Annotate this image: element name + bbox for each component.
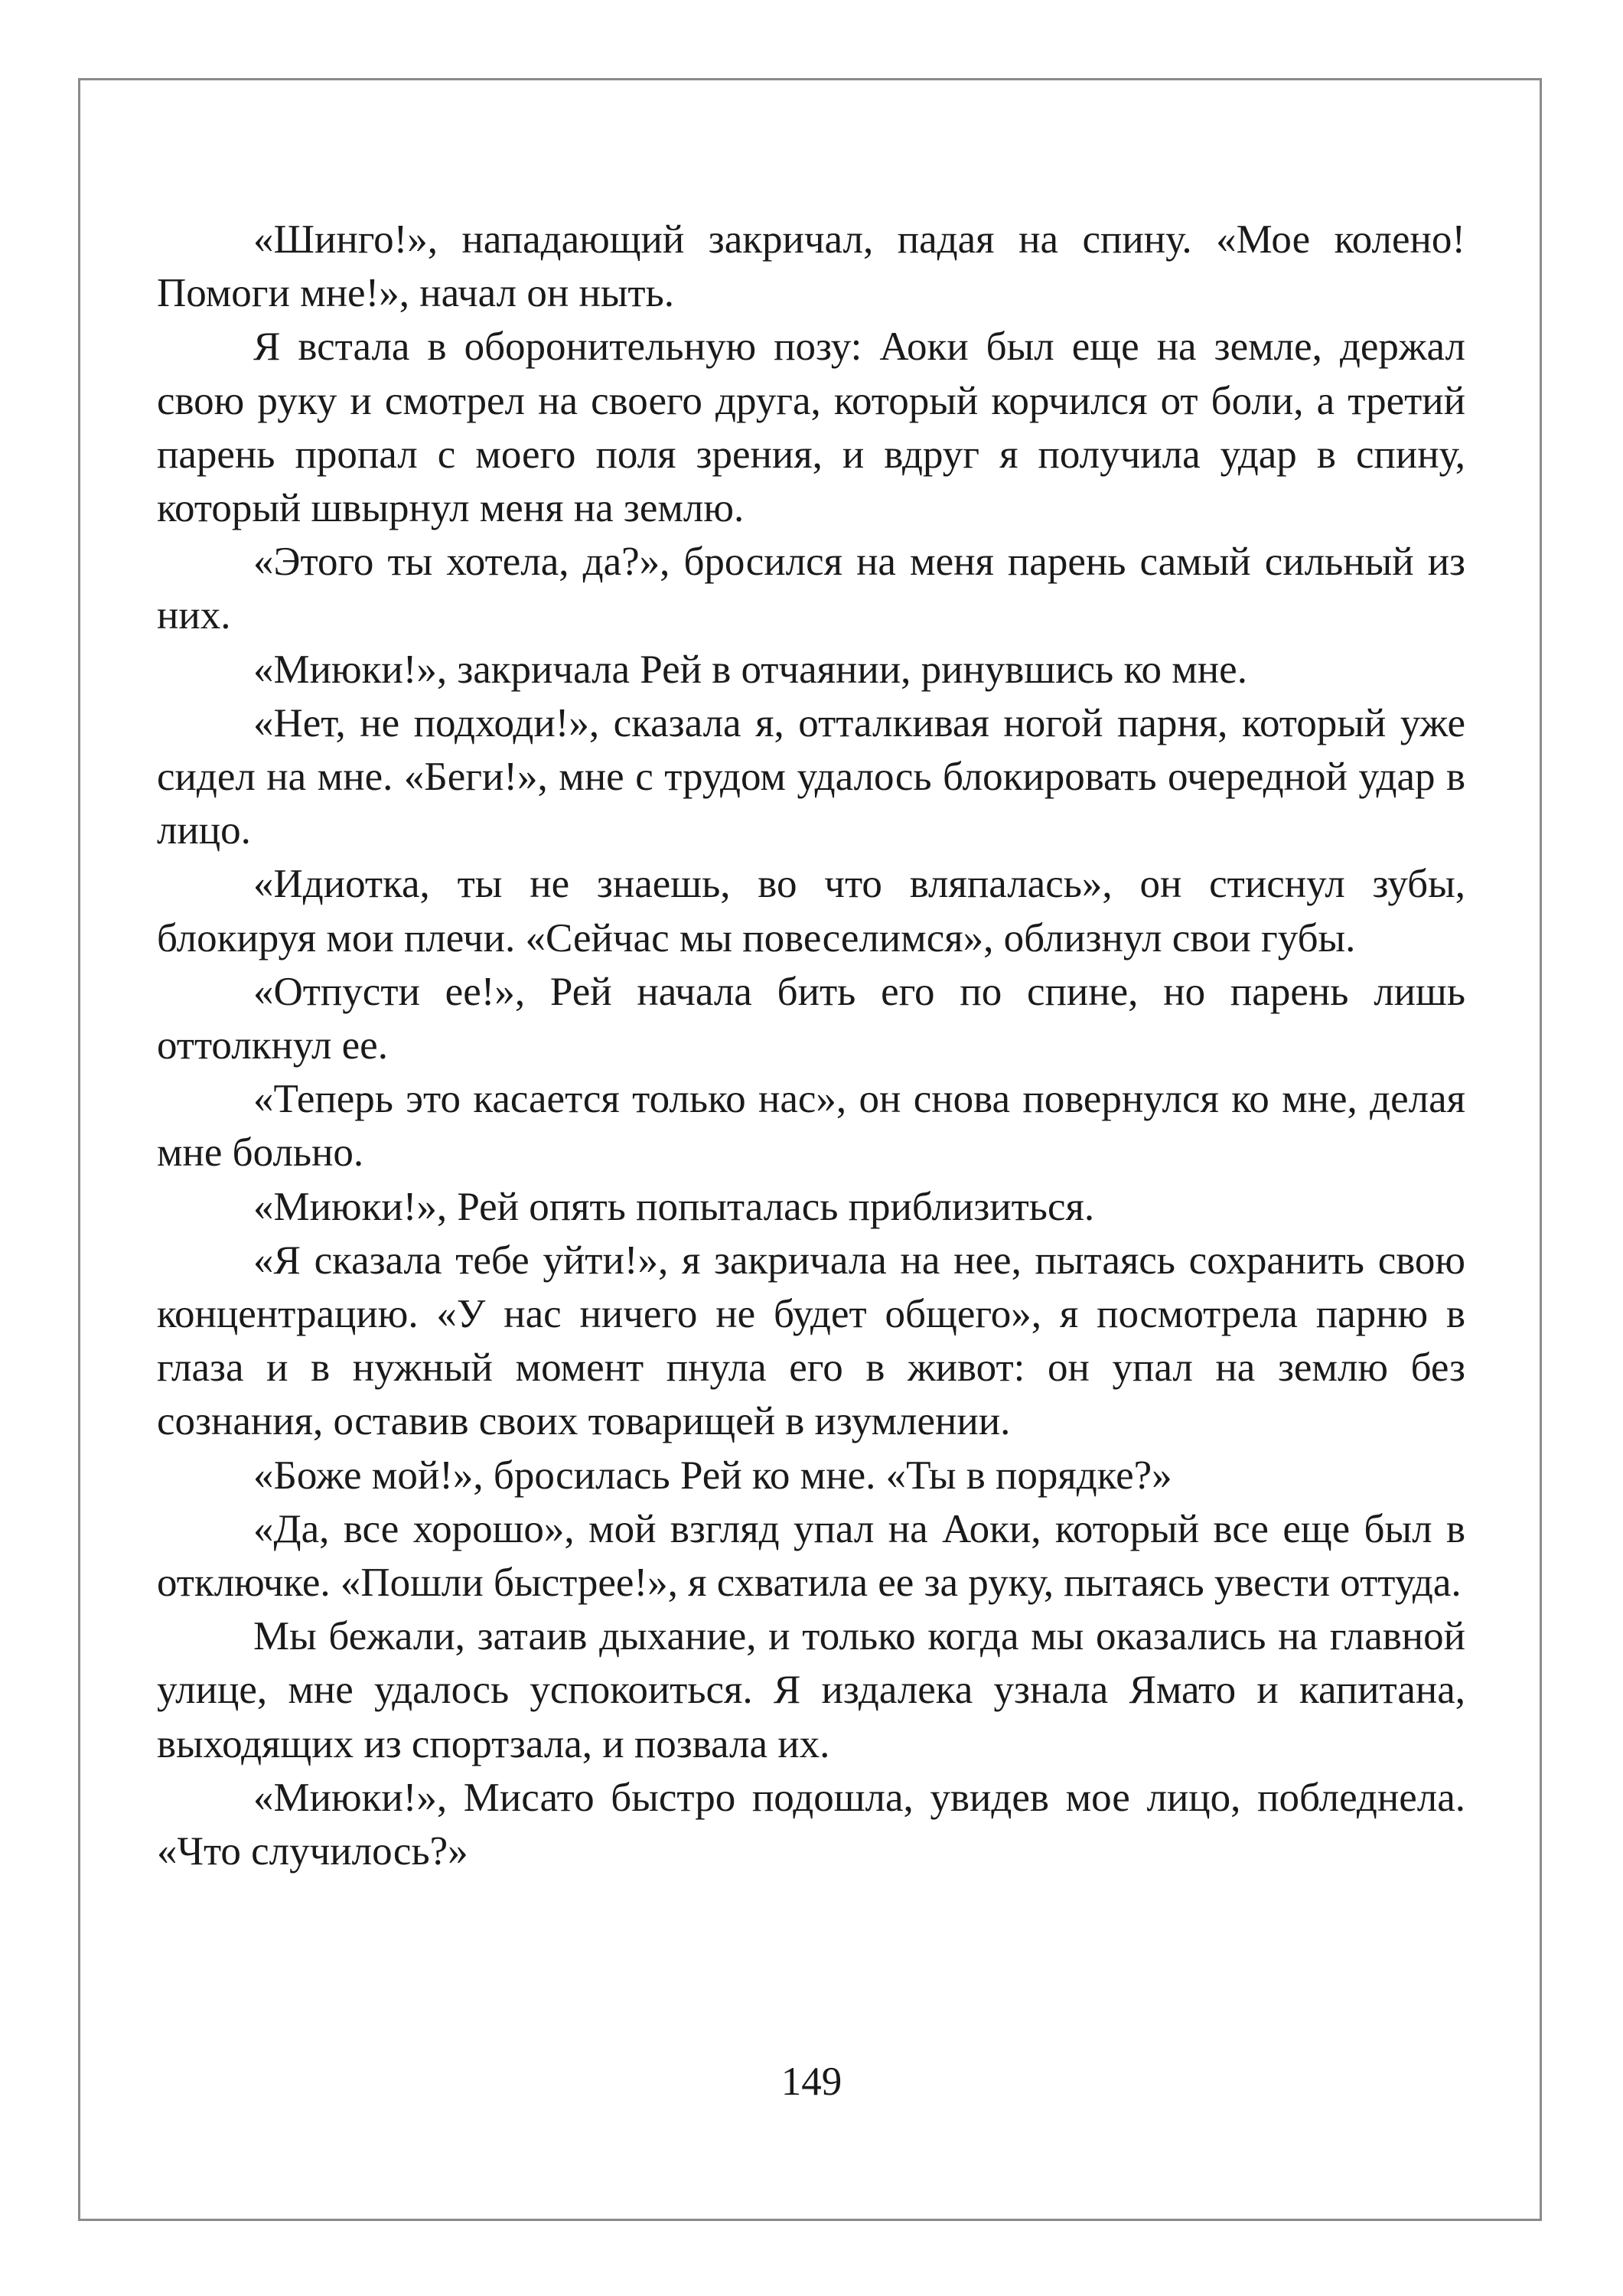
paragraph: «Нет, не подходи!», сказала я, отталкивая ногой парня, который уже сидел на мне. «Беги!», мне с трудом удалось блокировать очередной удар в лицо.: [157, 700, 1465, 853]
paragraph: Мы бежали, затаив дыхание, и только когда мы оказались на главной улице, мне удалось успокоиться. Я издалека узнала Ямато и капитана, выходящих из спортзала, и позвала их.: [157, 1614, 1465, 1766]
paragraph: Я встала в оборонительную позу: Аоки был еще на земле, держал свою руку и смотрел на своего друга, который корчился от боли, а третий парень пропал с моего поля зрения, и вдруг я получила удар в спину, который швырнул меня на землю.: [157, 325, 1465, 531]
paragraph: «Я сказала тебе уйти!», я закричала на нее, пытаясь сохранить свою концентрацию. «У нас ничего не будет общего», я посмотрела парню в глаза и в нужный момент пнула его в живот: он упал на землю без сознания, оставив своих товарищей в изумлении.: [157, 1238, 1465, 1444]
paragraph: «Шинго!», нападающий закричал, падая на спину. «Мое колено! Помоги мне!», начал он ныть.: [157, 217, 1465, 316]
paragraph: «Да, все хорошо», мой взгляд упал на Аоки, который все еще был в отключке. «Пошли быстрее!», я схватила ее за руку, пытаясь увести оттуда.: [157, 1506, 1465, 1606]
page-number: 149: [781, 2060, 842, 2104]
paragraph: «Миюки!», закричала Рей в отчаянии, ринувшись ко мне.: [253, 647, 1247, 692]
paragraph: «Идиотка, ты не знаешь, во что вляпалась», он стиснул зубы, блокируя мои плечи. «Сейчас мы повеселимся», облизнул свои губы.: [157, 862, 1465, 960]
paragraph: «Этого ты хотела, да?», бросился на меня парень самый сильный из них.: [157, 540, 1465, 638]
paragraph: «Миюки!», Рей опять попыталась приблизиться.: [253, 1184, 1095, 1229]
paragraph: «Боже мой!», бросилась Рей ко мне. «Ты в порядке?»: [253, 1453, 1172, 1498]
page-text: [157, 213, 1465, 1878]
paragraph: «Теперь это касается только нас», он снова повернулся ко мне, делая мне больно.: [157, 1077, 1465, 1176]
paragraph: «Отпусти ее!», Рей начала бить его по спине, но парень лишь оттолкнул ее.: [157, 969, 1465, 1068]
paragraph: «Миюки!», Мисато быстро подошла, увидев мое лицо, побледнела. «Что случилось?»: [157, 1775, 1465, 1874]
